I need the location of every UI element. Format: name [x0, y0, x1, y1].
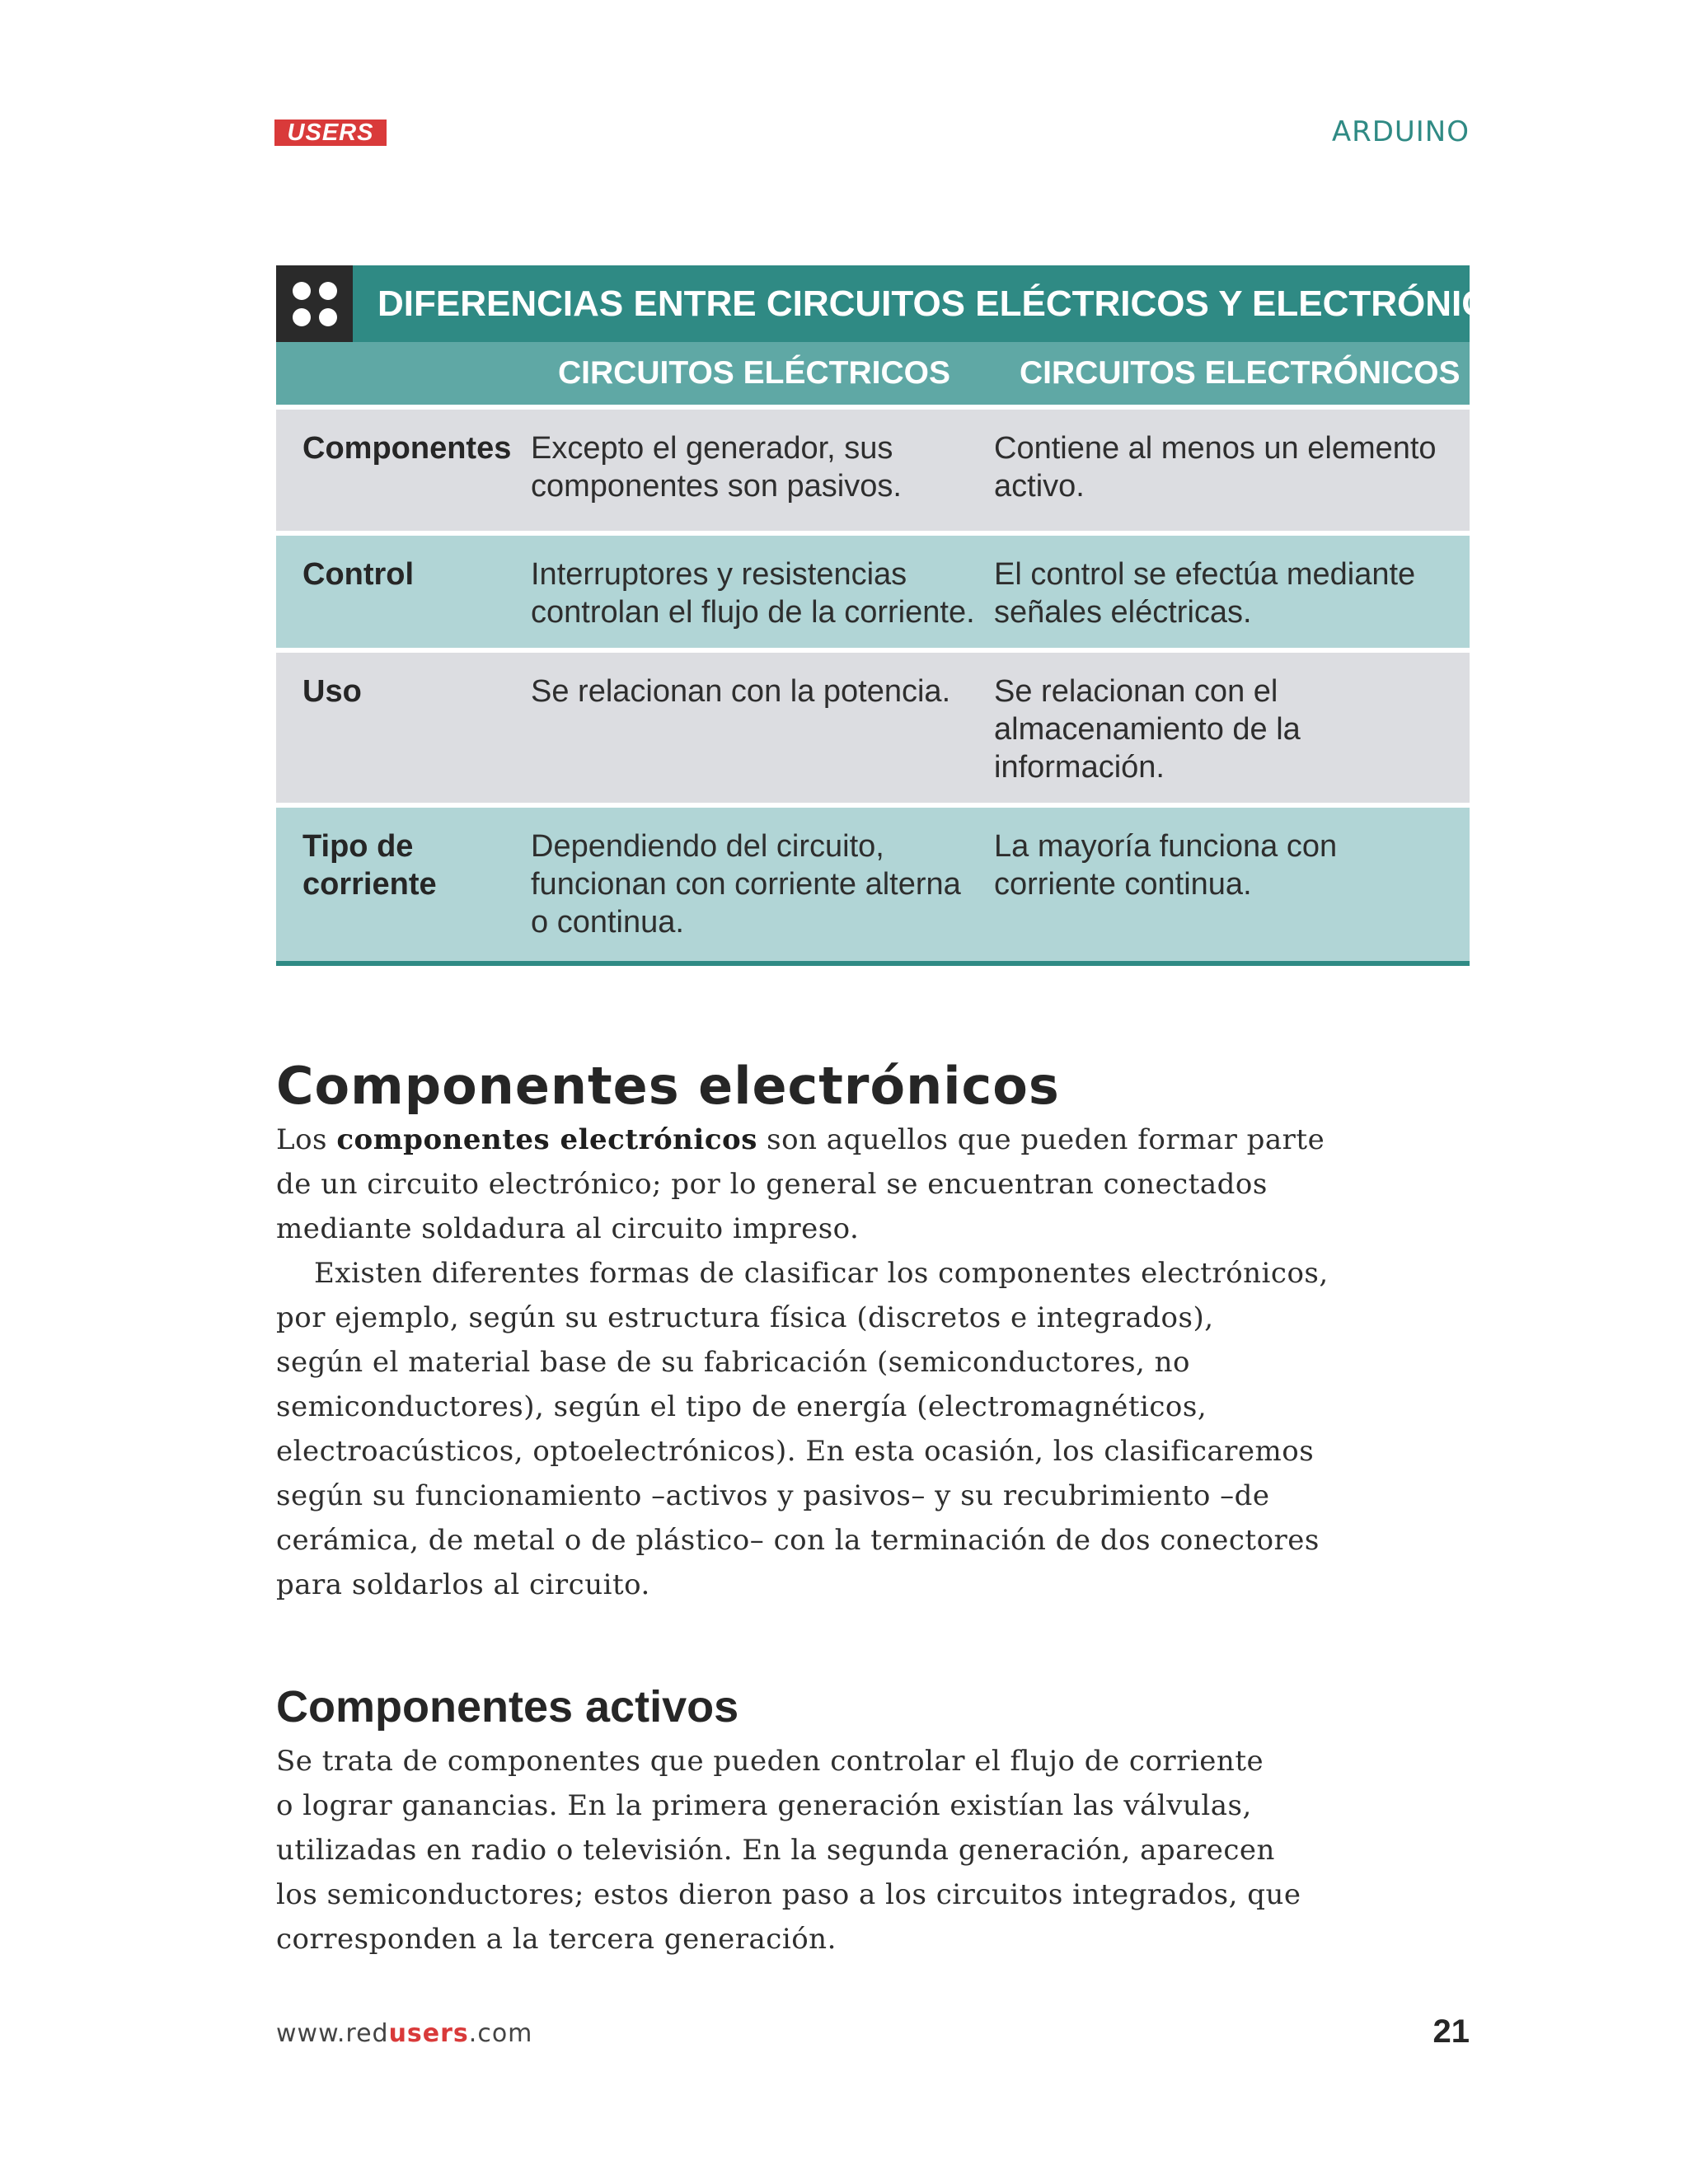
table-cell: Excepto el generador, sus componentes son pasivos.: [531, 431, 902, 504]
paragraph-line: de un circuito electrónico; por lo general se encuentran conectados: [276, 1168, 1268, 1201]
row-label: Control: [302, 557, 415, 592]
paragraph-line: Existen diferentes formas de clasificar los componentes electrónicos,: [314, 1257, 1329, 1290]
column-header-electronicos: CIRCUITOS ELECTRÓNICOS: [1020, 355, 1461, 391]
section2-body: [276, 1739, 1372, 1961]
table-title: DIFERENCIAS ENTRE CIRCUITOS ELÉCTRICOS Y ELECTRÓNICOS: [377, 283, 1540, 324]
paragraph-line: mediante soldadura al circuito impreso.: [276, 1212, 860, 1245]
row-label: Uso: [302, 674, 362, 709]
text-run: Los: [276, 1123, 337, 1156]
bold-term: componentes electrónicos: [336, 1123, 757, 1156]
table-cell: La mayoría funciona con corriente continua.: [994, 829, 1338, 902]
table-row: [276, 653, 1470, 808]
section-heading-componentes-activos: Componentes activos: [276, 1682, 739, 1732]
paragraph-line: por ejemplo, según su estructura física (discretos e integrados),: [276, 1301, 1214, 1334]
paragraph-line: utilizadas en radio o televisión. En la segunda generación, aparecen: [276, 1834, 1275, 1867]
paragraph-line: electroacústicos, optoelectrónicos). En esta ocasión, los clasificaremos: [276, 1435, 1315, 1468]
paragraph-line: según el material base de su fabricación (semiconductores, no: [276, 1346, 1191, 1379]
text-run: son aquellos que pueden formar parte: [757, 1123, 1325, 1156]
running-head: ARDUINO: [1331, 115, 1470, 148]
url-brand: users: [388, 2019, 469, 2048]
paragraph-line: cerámica, de metal o de plástico– con la terminación de dos conectores: [276, 1524, 1320, 1557]
users-logo: [274, 120, 387, 146]
table-header-row: [276, 342, 1470, 410]
table-cell: Contiene al menos un elemento activo.: [994, 431, 1437, 504]
paragraph-line: o lograr ganancias. En la primera generación existían las válvulas,: [276, 1789, 1252, 1822]
table-title-bar: [276, 265, 1540, 342]
table-row: [276, 536, 1470, 653]
comparison-table: [276, 265, 1540, 966]
table-bottom-rule: [276, 961, 1470, 966]
table-cell: Dependiendo del circuito, funcionan con corriente alterna o continua.: [531, 829, 961, 940]
url-prefix: www.red: [276, 2019, 389, 2048]
table-cell: Se relacionan con el almacenamiento de la información.: [994, 674, 1301, 785]
page-number: 21: [1432, 2013, 1470, 2050]
section1-body: [276, 1118, 1372, 1607]
url-suffix: .com: [468, 2019, 533, 2048]
paragraph-line: para soldarlos al circuito.: [276, 1568, 650, 1601]
paragraph-line: [276, 1118, 1372, 1162]
row-label: Componentes: [302, 431, 512, 466]
four-dots-icon: [276, 265, 353, 342]
paragraph-line: corresponden a la tercera generación.: [276, 1923, 837, 1956]
section-heading-componentes-electronicos: Componentes electrónicos: [276, 1056, 1060, 1116]
table-row: [276, 410, 1470, 536]
paragraph-line: Se trata de componentes que pueden controlar el flujo de corriente: [276, 1745, 1264, 1778]
table-row: [276, 808, 1470, 961]
table-cell: Se relacionan con la potencia.: [531, 674, 951, 709]
paragraph-line: semiconductores), según el tipo de energía (electromagnéticos,: [276, 1390, 1207, 1423]
table-cell: Interruptores y resistencias controlan el flujo de la corriente.: [531, 557, 975, 630]
table-cell: El control se efectúa mediante señales eléctricas.: [994, 557, 1416, 630]
paragraph-line: según su funcionamiento –activos y pasivos– y su recubrimiento –de: [276, 1479, 1270, 1512]
row-label: Tipo de corriente: [302, 829, 437, 902]
column-header-electricos: CIRCUITOS ELÉCTRICOS: [558, 355, 950, 391]
paragraph-line: los semiconductores; estos dieron paso a los circuitos integrados, que: [276, 1878, 1301, 1911]
users-logo-text: USERS: [287, 120, 374, 146]
footer-url[interactable]: [276, 2018, 532, 2050]
